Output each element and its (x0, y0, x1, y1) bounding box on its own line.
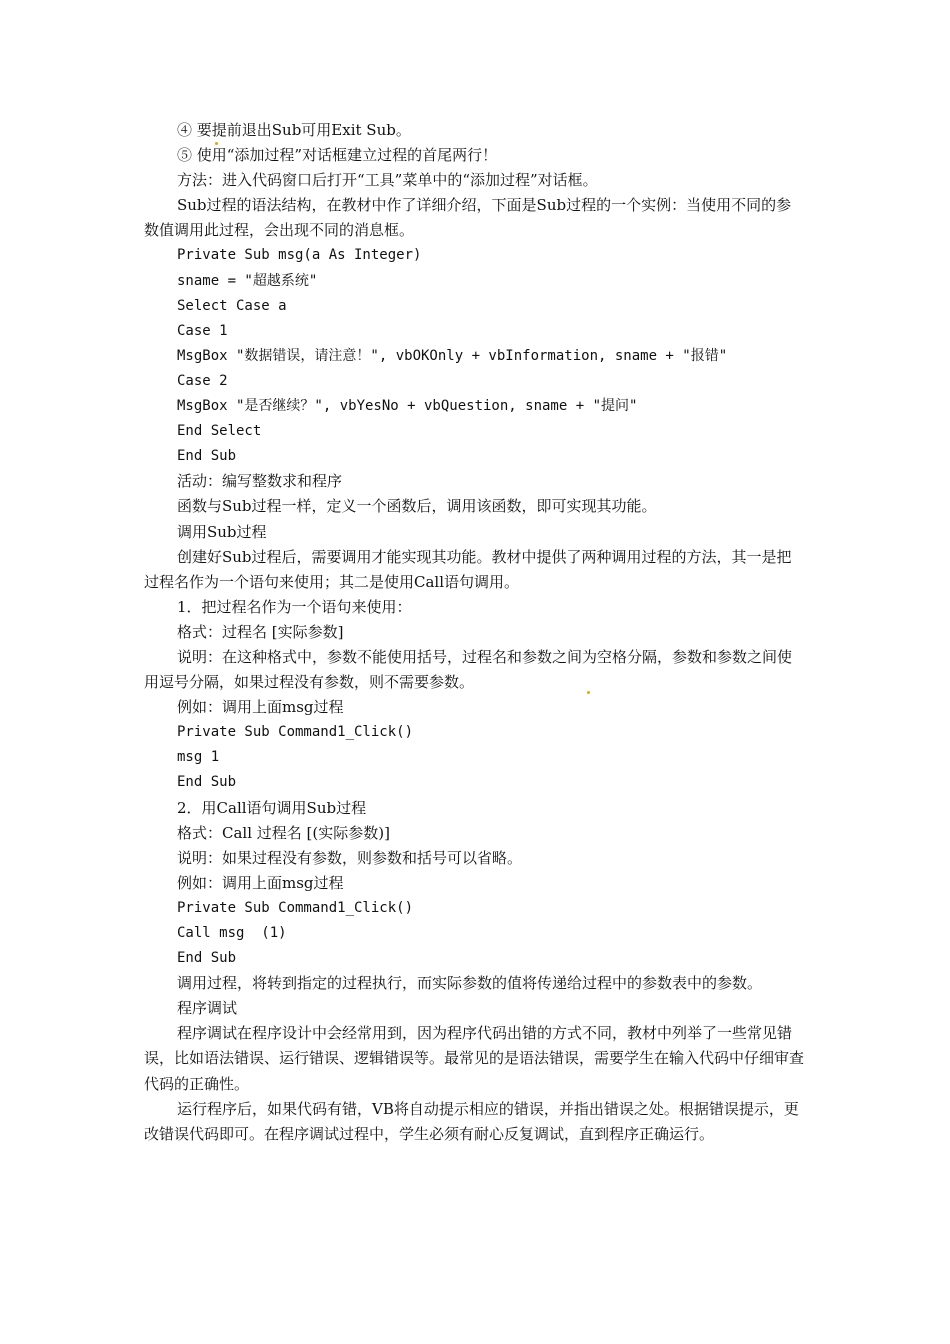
paragraph: 函数与Sub过程一样，定义一个函数后，调用该函数，即可实现其功能。 (177, 497, 657, 516)
paragraph: 格式：Call 过程名 [(实际参数)] (177, 823, 390, 842)
paragraph: 调用Sub过程 (177, 522, 267, 541)
paragraph: 说明：如果过程没有参数，则参数和括号可以省略。 (177, 848, 523, 867)
code-line: End Sub (177, 774, 237, 791)
code-line: Call msg (1) (177, 925, 287, 941)
paragraph: ④ 要提前退出Sub可用Exit Sub。 (177, 121, 411, 139)
code-line: Case 1 (177, 322, 228, 339)
code-line: MsgBox "数据错误，请注意！", vbOKOnly + vbInformation, sname + "报错" (177, 347, 728, 364)
paragraph: 调用过程，将转到指定的过程执行，而实际参数的值将传递给过程中的参数表中的参数。 (177, 974, 763, 993)
code-line: Select Case a (177, 297, 287, 314)
code-line: Private Sub Command1_Click() (177, 724, 414, 741)
code-line: Private Sub Command1_Click() (177, 899, 414, 916)
paragraph: Sub过程的语法结构，在教材中作了详细介绍，下面是Sub过程的一个实例：当使用不同的参数值调用此过程，会出现不同的消息框。 (144, 196, 792, 240)
paragraph: 2．用Call语句调用Sub过程 (177, 798, 367, 817)
paragraph: ⑤ 使用“添加过程”对话框建立过程的首尾两行！ (177, 146, 498, 165)
code-line: End Sub (177, 448, 237, 465)
code-line: sname = "超越系统" (177, 272, 318, 289)
paragraph: 1．把过程名作为一个语句来使用： (177, 597, 412, 616)
paragraph: 活动：编写整数求和程序 (177, 472, 343, 491)
paragraph: 例如：调用上面msg过程 (177, 698, 344, 717)
paragraph: 说明：在这种格式中，参数不能使用括号，过程名和参数之间为空格分隔，参数和参数之间使用逗号分隔，如果过程没有参数，则不需要参数。 (144, 647, 793, 692)
code-line: MsgBox "是否继续？", vbYesNo + vbQuestion, sname + "提问" (177, 398, 638, 415)
document-body (144, 118, 804, 1147)
paragraph: 程序调试在程序设计中会经常用到，因为程序代码出错的方式不同，教材中列举了一些常见错误，比如语法错误、运行错误、逻辑错误等。最常见的是语法错误，需要学生在输入代码中仔细审查代码的正确性。 (144, 1024, 805, 1093)
code-line: End Sub (177, 950, 237, 967)
paragraph: 格式：过程名 [实际参数] (177, 622, 344, 641)
paragraph: 运行程序后，如果代码有错，VB将自动提示相应的错误，并指出错误之处。根据错误提示，更改错误代码即可。在程序调试过程中，学生必须有耐心反复调试，直到程序正确运行。 (144, 1099, 799, 1143)
code-line: Case 2 (177, 372, 228, 389)
paragraph: 程序调试 (177, 999, 238, 1018)
paragraph: 例如：调用上面msg过程 (177, 873, 344, 892)
paragraph: 创建好Sub过程后，需要调用才能实现其功能。教材中提供了两种调用过程的方法，其一是把过程名作为一个语句来使用；其二是使用Call语句调用。 (144, 547, 792, 591)
code-line: End Select (177, 423, 262, 440)
code-line: Private Sub msg(a As Integer) (177, 247, 422, 264)
decorative-dot (587, 691, 590, 694)
decorative-dot (215, 142, 218, 145)
paragraph: 方法：进入代码窗口后打开“工具”菜单中的“添加过程”对话框。 (177, 171, 598, 190)
code-line: msg 1 (177, 749, 220, 766)
